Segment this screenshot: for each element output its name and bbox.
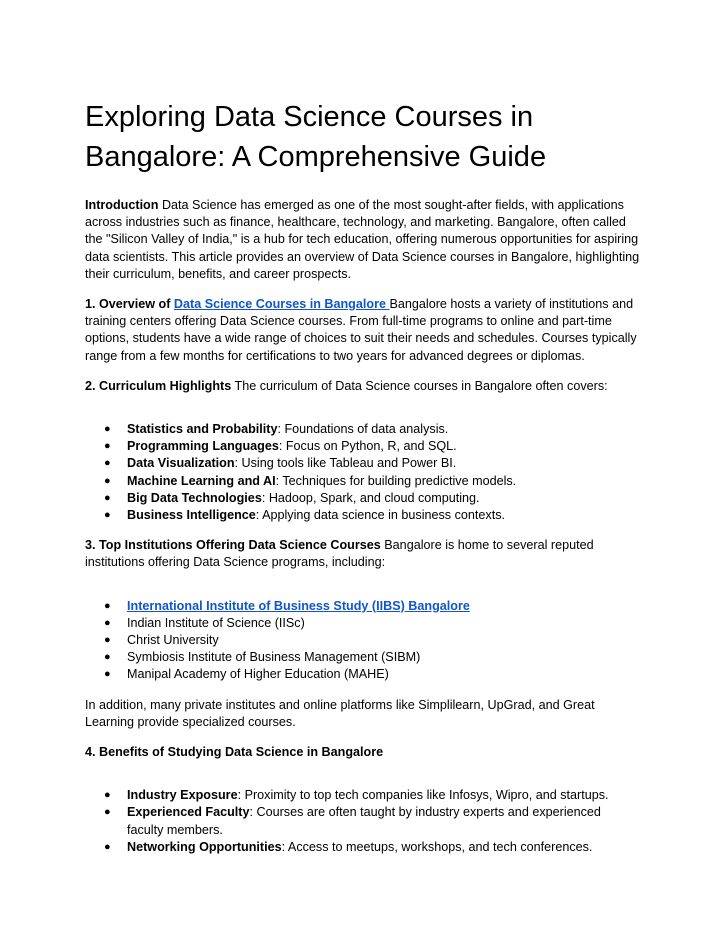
curriculum-list — [85, 421, 640, 524]
item-desc: : Focus on Python, R, and SQL. — [278, 439, 457, 454]
intro-paragraph — [85, 197, 640, 283]
section2-heading: 2. Curriculum Highlights — [85, 378, 232, 393]
list-item — [85, 649, 640, 666]
item-desc: : Hadoop, Spark, and cloud computing. — [261, 490, 480, 505]
data-science-courses-link[interactable]: Data Science Courses in Bangalore — [173, 297, 390, 312]
bullet-icon: ● — [104, 457, 111, 470]
item-desc: : Proximity to top tech companies like Infosys, Wipro, and startups. — [237, 788, 609, 803]
item-term: Experienced Faculty — [127, 805, 250, 820]
iibs-link[interactable]: International Institute of Business Study (IIBS) Bangalore — [127, 598, 470, 613]
bullet-icon: ● — [104, 599, 111, 612]
item-text: Manipal Academy of Higher Education (MAHE) — [127, 667, 389, 682]
item-desc: : Using tools like Tableau and Power BI. — [234, 456, 457, 471]
item-term: Data Visualization — [127, 456, 235, 471]
item-desc: : Applying data science in business contexts. — [255, 508, 506, 523]
list-item — [85, 632, 640, 649]
item-term: Programming Languages — [127, 439, 279, 454]
list-item — [85, 839, 640, 856]
item-term: Machine Learning and AI — [127, 473, 276, 488]
section2-paragraph — [85, 378, 640, 395]
section1-text: Bangalore hosts a variety of institutions and training centers offering Data Science courses. From full-time programs to online and part-time options, students have a wide range of choices to suit their needs and schedules. Courses typically range from a few months for certifications to two years for advanced degrees or diplomas. — [85, 297, 637, 363]
bullet-icon: ● — [104, 509, 111, 522]
list-item — [85, 490, 640, 507]
bullet-icon: ● — [104, 668, 111, 681]
list-item — [85, 598, 640, 615]
bullet-icon: ● — [104, 840, 111, 853]
item-desc: : Foundations of data analysis. — [277, 422, 449, 437]
item-desc: : Techniques for building predictive models. — [275, 473, 517, 488]
section4-paragraph — [85, 744, 640, 761]
section2-text: The curriculum of Data Science courses in Bangalore often covers: — [231, 378, 608, 393]
section1-heading: 1. Overview of — [85, 297, 174, 312]
bullet-icon: ● — [104, 789, 111, 802]
list-item — [85, 473, 640, 490]
item-desc: : Courses are often taught by industry experts and experienced faculty members. — [127, 805, 601, 837]
item-text: Indian Institute of Science (IISc) — [127, 615, 305, 630]
bullet-icon: ● — [104, 423, 111, 436]
list-item — [85, 787, 640, 804]
bullet-icon: ● — [104, 491, 111, 504]
item-term: Business Intelligence — [127, 508, 256, 523]
list-item — [85, 507, 640, 524]
intro-heading: Introduction — [85, 198, 159, 212]
bullet-icon: ● — [104, 616, 111, 629]
list-item — [85, 455, 640, 472]
bullet-icon: ● — [104, 474, 111, 487]
benefits-list — [85, 787, 640, 856]
item-term: Industry Exposure — [127, 788, 238, 803]
item-text: Symbiosis Institute of Business Management (SIBM) — [127, 650, 421, 665]
section4-heading: 4. Benefits of Studying Data Science in Bangalore — [85, 745, 384, 760]
list-item — [85, 666, 640, 683]
item-desc: : Access to meetups, workshops, and tech conferences. — [281, 839, 593, 854]
intro-text: Data Science has emerged as one of the most sought-after fields, with applications across industries such as finance, healthcare, technology, and marketing. Bangalore, often called the "Silicon Valley of India," is a hub for tech education, offering numerous opportunities for aspiring data scientists. This article provides an overview of Data Science courses in Bangalore, highlighting their curriculum, benefits, and career prospects. — [85, 198, 640, 281]
item-term: Networking Opportunities — [127, 839, 282, 854]
list-item — [85, 615, 640, 632]
list-item — [85, 804, 640, 838]
list-item — [85, 438, 640, 455]
item-term: Big Data Technologies — [127, 490, 262, 505]
section1-paragraph — [85, 296, 640, 365]
page-title: Exploring Data Science Courses in Bangalore: A Comprehensive Guide — [85, 101, 547, 173]
item-term: Statistics and Probability — [127, 422, 278, 437]
bullet-icon: ● — [104, 806, 111, 819]
section3-text: Bangalore is home to several reputed institutions offering Data Science programs, including: — [85, 538, 594, 570]
item-text: Christ University — [127, 633, 219, 648]
institutions-list — [85, 598, 640, 684]
section3-paragraph — [85, 537, 640, 571]
bullet-icon: ● — [104, 651, 111, 664]
list-item — [85, 421, 640, 438]
bullet-icon: ● — [104, 634, 111, 647]
bullet-icon: ● — [104, 440, 111, 453]
addition-paragraph: In addition, many private institutes and online platforms like Simplilearn, UpGrad, and Great Learning provide specialized courses. — [85, 697, 595, 729]
section3-heading: 3. Top Institutions Offering Data Science Courses — [85, 538, 381, 553]
